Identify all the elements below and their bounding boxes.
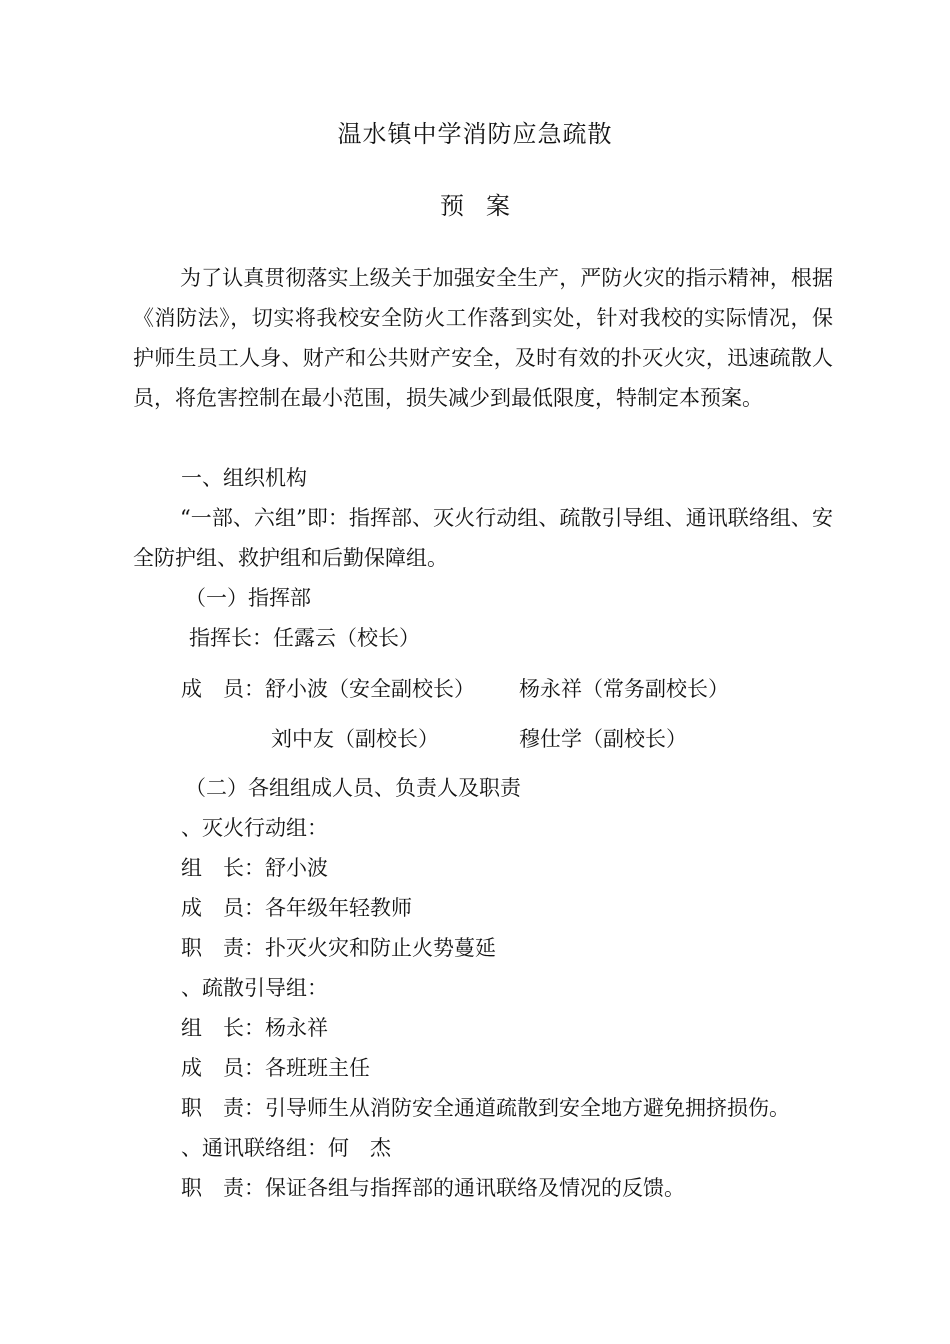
group-fire-fighting-duty: 职 责：扑灭火灾和防止火势蔓延 (181, 936, 496, 960)
organization-description: “一部、六组”即：指挥部、灭火行动组、疏散引导组、通讯联络组、安全防护组、救护组和后勤保障组。 (133, 506, 833, 570)
group-evacuation-name: 、疏散引导组： (181, 976, 328, 1000)
subsection-groups: （二）各组组成人员、负责人及职责 (185, 776, 521, 800)
commander-line: 指挥长：任露云（校长） (189, 626, 420, 650)
group-communication-duty: 职 责：保证各组与指挥部的通讯联络及情况的反馈。 (181, 1176, 685, 1200)
group-evacuation-duty: 职 责：引导师生从消防安全通道疏散到安全地方避免拥挤损伤。 (181, 1096, 790, 1120)
intro-paragraph: 为了认真贯彻落实上级关于加强安全生产，严防火灾的指示精神，根据《消防法》，切实将我校安全防火工作落到实处，针对我校的实际情况，保护师生员工人身、财产和公共财产安全，及时有效的扑灭火灾，迅速疏散人员，将危害控制在最小范围，损失减少到最低限度，特制定本预案。 (133, 266, 833, 410)
group-evacuation-members: 成 员：各班班主任 (181, 1056, 370, 1080)
command-member-yang: 杨永祥（常务副校长） (519, 677, 729, 701)
section-heading-organization: 一、组织机构 (181, 466, 307, 490)
document-title: 温水镇中学消防应急疏散 (337, 120, 613, 148)
command-member-mu: 穆仕学（副校长） (519, 727, 687, 751)
subsection-command: （一）指挥部 (185, 586, 311, 610)
group-fire-fighting-leader: 组 长：舒小波 (181, 856, 328, 880)
group-evacuation-leader: 组 长：杨永祥 (181, 1016, 328, 1040)
group-communication-name: 、通讯联络组：何 杰 (181, 1136, 391, 1160)
group-fire-fighting-name: 、灭火行动组： (181, 816, 328, 840)
document-subtitle: 预案 (440, 192, 532, 220)
group-fire-fighting-members: 成 员：各年级年轻教师 (181, 896, 412, 920)
command-member-liu: 刘中友（副校长） (271, 727, 439, 751)
command-members-line: 成 员：舒小波（安全副校长） (181, 677, 475, 701)
